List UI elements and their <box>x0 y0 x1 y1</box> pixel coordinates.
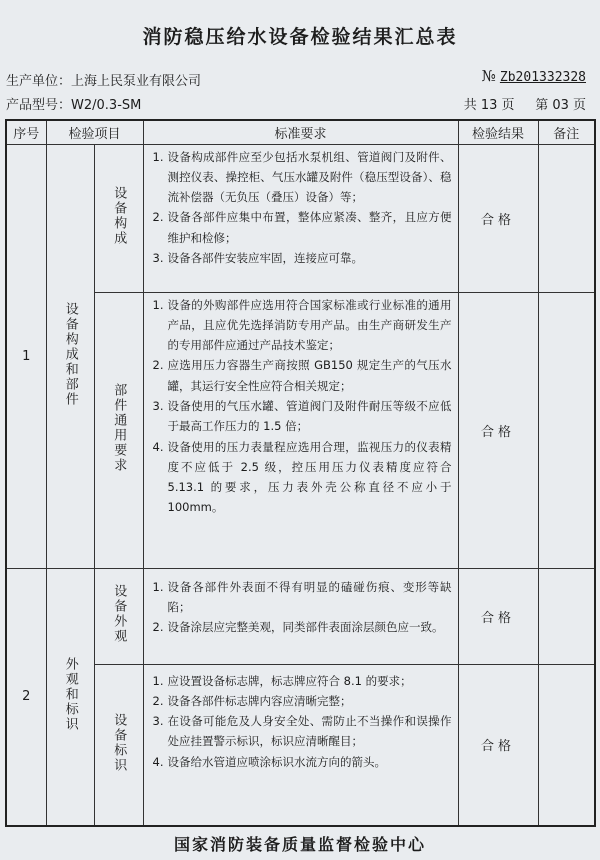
standard-cell <box>143 664 458 826</box>
sub-item <box>94 292 143 568</box>
requirement-number: 1. <box>152 579 164 594</box>
requirement-number: 3. <box>152 714 164 729</box>
table-header-row <box>6 120 595 144</box>
requirement-text: 设备涂层应完整美观，同类部件表面涂层颜色应一致。 <box>167 620 444 635</box>
requirement-text: 设备各部件安装应牢固，连接应可靠。 <box>167 250 364 265</box>
requirement-item <box>148 711 452 752</box>
table-row <box>6 568 595 664</box>
requirement-number: 4. <box>152 439 164 454</box>
standard-cell <box>143 292 458 568</box>
total-pages: 共 13 页 <box>463 98 515 113</box>
requirement-number: 1. <box>152 297 164 312</box>
report-number <box>482 67 586 85</box>
report-number-value: Zb201332328 <box>499 70 586 85</box>
model-label: 产品型号： <box>6 98 72 113</box>
model-line <box>6 94 141 113</box>
requirement-item <box>148 355 452 396</box>
requirement-list <box>148 295 452 518</box>
requirement-item <box>148 752 452 772</box>
inspection-table <box>5 119 596 827</box>
requirement-item <box>148 577 452 618</box>
result-cell: 合格 <box>458 292 538 568</box>
section-seq: 2 <box>6 568 46 826</box>
requirement-item <box>148 396 452 437</box>
requirement-text: 应设置设备标志牌，标志牌应符合 8.1 的要求； <box>167 673 412 688</box>
sub-item-label: 设备外观 <box>111 584 127 644</box>
sub-item <box>94 664 143 826</box>
section-category-label: 外观和标识 <box>62 657 78 733</box>
requirement-text: 设备各部件应集中布置，整体应紧凑、整齐，且应方便维护和检修； <box>167 210 452 245</box>
header-remark: 备注 <box>538 120 595 144</box>
sub-item <box>94 568 143 664</box>
requirement-text: 应选用压力容器生产商按照 GB150 规定生产的气压水罐，其运行安全性应符合相关规定； <box>167 358 452 393</box>
requirement-text: 设备构成部件应至少包括水泵机组、管道阀门及附件、测控仪表、操控柜、气压水罐及附件（稳压型设备）、稳流补偿器（无负压（叠压）设备）等； <box>167 149 452 205</box>
header-standard: 标准要求 <box>143 120 458 144</box>
document-title: 消防稳压给水设备检验结果汇总表 <box>142 26 458 48</box>
manufacturer-line <box>6 70 201 89</box>
requirement-item <box>148 207 452 248</box>
page-info <box>464 94 586 113</box>
header-result: 检验结果 <box>458 120 538 144</box>
requirement-item <box>148 437 452 518</box>
requirement-list <box>148 577 452 638</box>
remark-cell <box>538 144 595 292</box>
result-cell: 合格 <box>458 144 538 292</box>
requirement-item <box>148 295 452 356</box>
requirement-number: 2. <box>152 210 164 225</box>
requirement-text: 设备给水管道应喷涂标识水流方向的箭头。 <box>167 754 387 769</box>
requirement-item <box>148 691 452 711</box>
requirement-number: 4. <box>152 754 164 769</box>
sub-item-label: 设备构成 <box>111 186 127 246</box>
requirement-item <box>148 248 452 268</box>
requirement-item <box>148 671 452 691</box>
manufacturer-value: 上海上民泵业有限公司 <box>71 74 202 89</box>
standard-cell <box>143 568 458 664</box>
requirement-text: 设备使用的压力表量程应选用合理，监视压力的仪表精度不应低于 2.5 级，控压用压力仪表精度应符合 5.13.1 的要求，压力表外壳公称直径不应小于 100mm。 <box>167 439 452 515</box>
requirement-number: 2. <box>152 693 164 708</box>
header-seq: 序号 <box>6 120 46 144</box>
requirement-text: 设备各部件标志牌内容应清晰完整； <box>167 693 352 708</box>
standard-cell <box>143 144 458 292</box>
manufacturer-label: 生产单位： <box>6 74 72 89</box>
requirement-number: 1. <box>152 149 164 164</box>
requirement-number: 1. <box>152 673 164 688</box>
table-row <box>6 292 595 568</box>
header-item: 检验项目 <box>46 120 143 144</box>
remark-cell <box>538 292 595 568</box>
requirement-number: 3. <box>152 250 164 265</box>
requirement-item <box>148 617 452 637</box>
issuer-footer: 国家消防装备质量监督检验中心 <box>173 835 426 854</box>
current-page: 第 03 页 <box>535 98 586 113</box>
section-category-label: 设备构成和部件 <box>62 301 78 407</box>
number-sign: № <box>481 67 496 85</box>
result-cell: 合格 <box>458 568 538 664</box>
requirement-number: 2. <box>152 620 164 635</box>
section-category <box>46 568 94 826</box>
model-value: W2/0.3-SM <box>71 98 142 113</box>
sub-item-label: 部件通用要求 <box>111 383 127 473</box>
requirement-number: 2. <box>152 358 164 373</box>
remark-cell <box>538 568 595 664</box>
requirement-list <box>148 147 452 269</box>
requirement-text: 设备使用的气压水罐、管道阀门及附件耐压等级不应低于最高工作压力的 1.5 倍； <box>167 398 452 434</box>
table-row <box>6 144 595 292</box>
requirement-text: 设备的外购部件应选用符合国家标准或行业标准的通用产品，且应优先选择消防专用产品。由生产商研发生产的专用部件应通过产品技术鉴定； <box>167 297 452 353</box>
sub-item-label: 设备标识 <box>111 712 127 773</box>
requirement-text: 设备各部件外表面不得有明显的磕碰伤痕、变形等缺陷； <box>167 579 452 614</box>
sub-item <box>94 144 143 292</box>
section-category <box>46 144 94 568</box>
requirement-text: 在设备可能危及人身安全处、需防止不当操作和误操作处应挂置警示标识，标识应清晰醒目； <box>167 714 452 749</box>
section-seq: 1 <box>6 144 46 568</box>
requirement-item <box>148 147 452 208</box>
table-row <box>6 664 595 826</box>
result-cell: 合格 <box>458 664 538 826</box>
requirement-number: 3. <box>152 398 164 413</box>
remark-cell <box>538 664 595 826</box>
requirement-list <box>148 671 452 772</box>
